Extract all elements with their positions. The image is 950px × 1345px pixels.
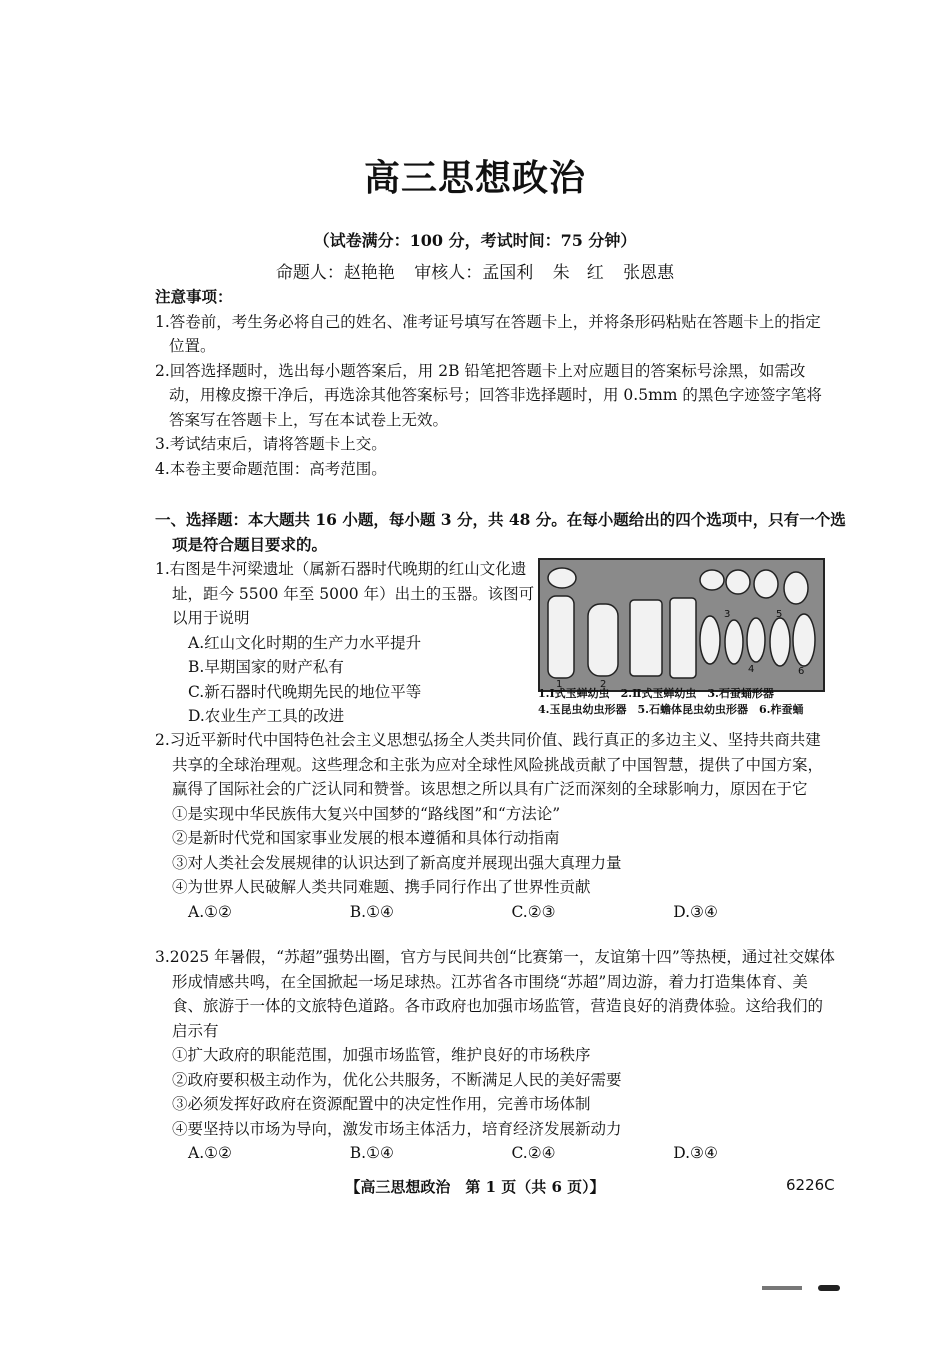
exam-authors (0, 258, 950, 283)
question-3-statement: ④要坚持以市场为导向，激发市场主体活力，培育经济发展新动力 (172, 1119, 622, 1138)
question-2-option-c: C.②③ (511, 902, 556, 921)
figure-number-6: 6 (798, 666, 805, 677)
question-3-option-c: C.②④ (511, 1144, 556, 1162)
notice-item: 1.答卷前，考生务必将自己的姓名、准考证号填写在答题卡上，并将条形码粘贴在答题卡上的指定位置。 (155, 312, 821, 355)
question-2-statement: ①是实现中华民族伟大复兴中国梦的“路线图”和“方法论” (172, 804, 561, 823)
question-2-statement: ④为世界人民破解人类共同难题、携手同行作出了世界性贡献 (172, 878, 591, 896)
question-2-option-d: D.③④ (673, 902, 718, 921)
notice-heading: 注意事项： (155, 287, 233, 306)
reviewer-name-3: 张恩惠 (623, 263, 675, 283)
question-3-statement: ②政府要积极主动作为，优化公共服务，不断满足人民的美好需要 (172, 1070, 622, 1089)
question-2-statement: ③对人类社会发展规律的认识达到了新高度并展现出强大真理力量 (172, 853, 622, 872)
question-3-option-a: A.①② (188, 1144, 232, 1162)
exam-title: 高三思想政治 (363, 157, 586, 199)
figure-caption-line: 1.Ⅰ式玉蝉幼虫 2.Ⅱ式玉蝉幼虫 3.石蚕蛹形器 (538, 687, 774, 700)
question-3-options (155, 1141, 835, 1166)
section-heading: 一、选择题：本大题共 16 小题，每小题 3 分，共 48 分。在每小题给出的四个选项中，只有一个选项是符合题目要求的。 (155, 510, 846, 554)
question-3-stem: 3.2025 年暑假，“苏超”强势出圈，官方与民间共创“比赛第一，友谊第十四”等热梗，通过社交媒体形成情感共鸣，在全国掀起一场足球热。江苏省各市围绕“苏超”周边游，着力打造集体育、美食、旅游于一体的文旅特色道路。各市政府也加强市场监管，营造良好的消费体验。这给我们的启示有 (155, 948, 835, 1040)
notice-section (155, 285, 835, 481)
question-3 (155, 945, 835, 1166)
jade-artifacts-figure (538, 558, 825, 692)
page-footer: 【高三思想政治 第 1 页（共 6 页）】 (345, 1178, 605, 1196)
figure-number-5: 5 (776, 609, 783, 620)
question-2 (155, 728, 835, 924)
question-1-option-a: A.红山文化时期的生产力水平提升 (188, 633, 422, 652)
question-3-option-d: D.③④ (673, 1144, 718, 1162)
question-3-statement: ①扩大政府的职能范围，加强市场监管，维护良好的市场秩序 (172, 1046, 591, 1064)
question-1-option-d: D.农业生产工具的改进 (188, 707, 345, 725)
notice-item: 4.本卷主要命题范围：高考范围。 (155, 459, 387, 478)
notice-item: 2.回答选择题时，选出每小题答案后，用 2B 铅笔把答题卡上对应题目的答案标号涂黑，如需改动，用橡皮擦干净后，再选涂其他答案标号；回答非选择题时，用 0.5mm 的黑色字迹签字笔将答案写在答题卡上，写在本试卷上无效。 (155, 361, 822, 429)
question-2-option-b: B.①④ (349, 902, 394, 921)
question-2-statement: ②是新时代党和国家事业发展的根本遵循和具体行动指南 (172, 829, 560, 847)
question-2-stem: 2.习近平新时代中国特色社会主义思想弘扬全人类共同价值、践行真正的多边主义、坚持共商共建共享的全球治理观。这些理念和主张为应对全球性风险挑战贡献了中国智慧，提供了中国方案，赢得了国际社会的广泛认同和赞誉。该思想之所以具有广泛而深刻的全球影响力，原因在于它 (155, 731, 824, 798)
figure-number-4: 4 (748, 664, 755, 675)
figure-caption (538, 686, 838, 718)
corner-mark-icon (762, 1284, 840, 1292)
question-1-option-c: C.新石器时代晚期先民的地位平等 (188, 682, 422, 701)
question-3-statement: ③必须发挥好政府在资源配置中的决定性作用，完善市场体制 (172, 1095, 591, 1113)
jade-artifacts-illustration (540, 560, 823, 690)
question-2-options (155, 900, 835, 925)
setter-name: 命题人：赵艳艳 (275, 263, 395, 283)
exam-subtitle: （试卷满分：100 分，考试时间：75 分钟） (313, 231, 637, 250)
reviewer-name: 审核人：孟国利 (414, 263, 534, 283)
question-1-option-b: B.早期国家的财产私有 (188, 658, 344, 676)
question-3-option-b: B.①④ (349, 1144, 394, 1162)
figure-number-1: 1 (556, 679, 563, 690)
paper-code: 6226C (786, 1176, 835, 1194)
notice-item: 3.考试结束后，请将答题卡上交。 (155, 435, 387, 453)
figure-number-3: 3 (724, 609, 731, 620)
figure-number-2: 2 (600, 679, 607, 690)
question-1-stem: 1.右图是牛河梁遗址（属新石器时代晚期的红山文化遗址，距今 5500 年至 5000 年）出土的玉器。该图可以用于说明 (155, 560, 535, 627)
figure-caption-line: 4.玉昆虫幼虫形器 5.石蟾体昆虫幼虫形器 6.柞蚕蛹 (538, 703, 804, 716)
reviewer-name-2: 朱 红 (552, 263, 604, 283)
question-2-option-a: A.①② (188, 902, 232, 921)
